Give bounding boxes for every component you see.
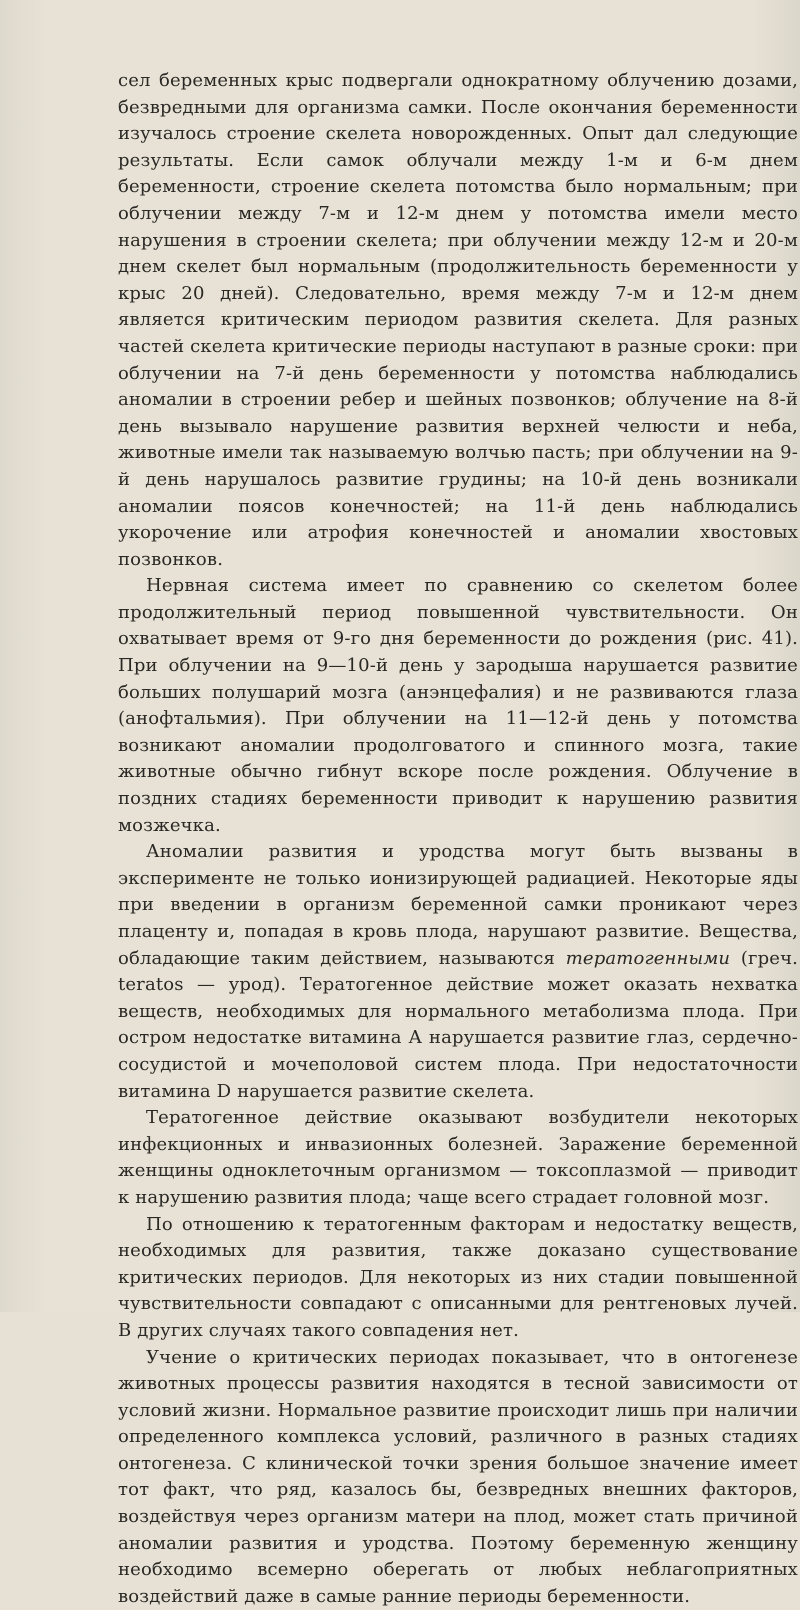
- paragraph-3-text-a: Аномалии развития и уродства могут быть вызваны в эксперименте не только ионизирующей радиацией. Некоторые яды при введении в организм беременной самки проникают через плаценту и, попадая в кровь плода, нарушают развитие. Вещества, обладающие таким действием, называются: [118, 841, 798, 968]
- paragraph-3: [118, 839, 798, 1105]
- paragraph-1: [118, 68, 798, 573]
- paragraph-3-text-b: (греч. teratos — урод). Тератогенное действие может оказать нехватка веществ, необходимых для нормального метаболизма плода. При остром недостатке витамина A нарушается развитие глаз, сердечно-сосудистой и мочеполовой систем плода. При недостаточности витамина D нарушается развитие скелета.: [118, 948, 798, 1102]
- paragraph-5-text: По отношению к тератогенным факторам и недостатку веществ, необходимых для развития, также доказано существование критических периодов. Для некоторых из них стадии повышенной чувствительности совпадают с описанными для рентгеновых лучей. В других случаях такого совпадения нет.: [118, 1214, 798, 1341]
- paragraph-4: [118, 1105, 798, 1211]
- paragraph-1-text: сел беременных крыс подвергали однократному облучению дозами, безвредными для организма самки. После окончания беременности изучалось строение скелета новорожденных. Опыт дал следующие результаты. Если самок облучали между 1-м и 6-м днем беременности, строение скелета потомства было нормальным; при облучении между 7-м и 12-м днем у потомства имели место нарушения в строении скелета; при облучении между 12-м и 20-м днем скелет был нормальным (продолжительность беременности у крыс 20 дней). Следовательно, время между 7-м и 12-м днем является критическим периодом развития скелета. Для разных частей скелета критические периоды наступают в разные сроки: при облучении на 7-й день беременности у потомства наблюдались аномалии в строении ребер и шейных позвонков; облучение на 8-й день вызывало нарушение развития верхней челюсти и неба, животные имели так называемую волчью пасть; при облучении на 9-й день нарушалось развитие грудины; на 10-й день возникали аномалии поясов конечностей; на 11-й день наблюдались укорочение или атрофия конечностей и аномалии хвостовых позвонков.: [118, 70, 798, 570]
- paragraph-2: [118, 573, 798, 839]
- paragraph-6-text: Учение о критических периодах показывает, что в онтогенезе животных процессы развития находятся в тесной зависимости от условий жизни. Нормальное развитие происходит лишь при наличии определенного комплекса условий, различного в разных стадиях онтогенеза. С клинической точки зрения большое значение имеет тот факт, что ряд, казалось бы, безвредных внешних факторов, воздействуя через организм матери на плод, может стать причиной аномалии развития и уродства. Поэтому беременную женщину необходимо всемерно оберегать от любых неблагоприятных воздействий даже в самые ранние периоды беременности.: [118, 1347, 798, 1607]
- paragraph-5: [118, 1212, 798, 1345]
- term-teratogenic: тератогенными: [566, 948, 730, 969]
- paragraph-2-text: Нервная система имеет по сравнению со скелетом более продолжительный период повышенной чувствительности. Он охватывает время от 9-го дня беременности до рождения (рис. 41). При облучении на 9—10-й день у зародыша нарушается развитие больших полушарий мозга (анэнцефалия) и не развиваются глаза (анофтальмия). При облучении на 11—12-й день у потомства возникают аномалии продолговатого и спинного мозга, такие животные обычно гибнут вскоре после рождения. Облучение в поздних стадиях беременности приводит к нарушению развития мозжечка.: [118, 575, 798, 835]
- paragraph-4-text: Тератогенное действие оказывают возбудители некоторых инфекционных и инвазионных болезней. Заражение беременной женщины одноклеточным организмом — токсоплазмой — приводит к нарушению развития плода; чаще всего страдает головной мозг.: [118, 1107, 798, 1208]
- body-text: [118, 68, 798, 1610]
- paragraph-6: [118, 1345, 798, 1610]
